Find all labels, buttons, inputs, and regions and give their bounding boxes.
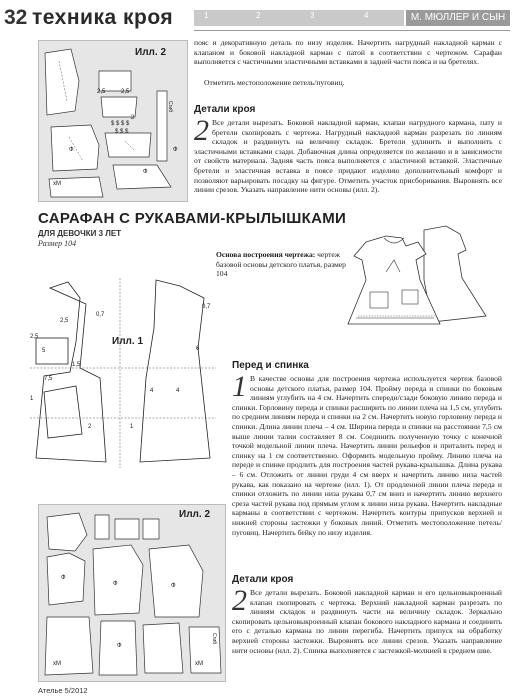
top-pattern-mark: 2,5 — [121, 89, 130, 95]
intro-paragraph: пояс и декоративную деталь по низу изделия. Начертить нагрудный накладной карман с клапаном и боковой накладной карман с патой в соответствии с чертежом. Сарафан выполняется с частичными эластичными вставками в задней части пояса и на бретелях. — [194, 38, 502, 67]
front-back-dropcap: 1 — [232, 370, 247, 403]
bottom-details-body — [232, 584, 502, 655]
basis-note-text: чертеж базовой основы детского платья, размер 104 — [216, 250, 346, 279]
bottom-details-heading: Детали кроя — [232, 574, 294, 585]
top-pattern-mark: $ $ $ — [115, 129, 129, 135]
draft-mark: 1,5 — [72, 362, 81, 368]
top-details-text: Все детали вырезать. Боковой накладной карман, клапан нагрудного кармана, пату и бретели скопировать с чертежа. Нагрудный накладной карман разрезать по линиям складок и раздвинуть на величину складок. Бретели удлинить и выполнить с эластичными вставками сзади. Добавочная длина определяется по желанию и в зависимости от свойств материала. Задняя часть пояса выполняется с эластичной вставкой. Эластичные бретели и эластичная вставка в поясе придают изделию дополнительный комфорт и позволяют варьировать посадку на фигуре. Отметить участок присборивания. Выровнять все линии срезов. Указать направление нити основы (илл. 2). — [194, 118, 502, 195]
draft-mark: 2,5 — [30, 334, 39, 340]
ruler-mark-1: 1 — [204, 11, 209, 20]
section-title: техника кроя — [32, 6, 174, 29]
bottom-pattern-drawing — [39, 505, 227, 683]
front-back-body — [232, 370, 502, 537]
draft-mark: 2 — [88, 424, 92, 430]
ruler-mark-3: 3 — [310, 11, 315, 20]
draft-mark: 5 — [42, 348, 46, 354]
article-size: Размер 104 — [38, 239, 77, 248]
basis-note-label: Основа построения чертежа: — [216, 250, 316, 259]
intro-note: Отметить местоположение петель/пуговиц. — [204, 78, 345, 87]
basis-note — [216, 250, 346, 279]
top-pattern-mark: 2,5 — [97, 89, 106, 95]
top-details-heading: Детали кроя — [194, 104, 256, 115]
bottom-details-text: Все детали вырезать. Боковой накладной карман и его цельновыкроенный клапан скопировать с чертежа. Верхний накладной карман разрезать по линиям складок и раздвинуть части на величину складок. Зеркально скопировать цельновыкроенный клапан бокового накладного кармана и соединить его с деталью кармана по линии перегиба. Начертить припуск на обработку верхней стороны застежки. Выровнять все линии срезов. Указать направление нити основы (илл. 2). Спинка выполняется с застежкой-молнией в среднем шве. — [232, 588, 502, 655]
bottom-pattern-label: Илл. 2 — [179, 509, 211, 520]
page-header — [0, 0, 516, 32]
top-pattern-mark: $ $ $ $ — [111, 121, 130, 127]
header-ruler — [194, 10, 404, 26]
top-pattern-mark: Сгиб — [167, 101, 173, 113]
front-back-draft — [20, 268, 220, 478]
top-pattern-mark: хМ — [53, 181, 61, 187]
bottom-details-dropcap: 2 — [232, 584, 247, 617]
draft-mark: 4 — [176, 388, 180, 394]
draft-mark: 1 — [130, 424, 134, 430]
header-divider — [194, 30, 510, 31]
ruler-mark-4: 4 — [364, 11, 369, 20]
bottom-pattern-illustration — [38, 504, 226, 682]
dress-sketch — [346, 220, 506, 340]
front-back-heading: Перед и спинка — [232, 360, 309, 371]
draft-mark: 1 — [30, 396, 34, 402]
top-pattern-label: Илл. 2 — [135, 47, 167, 58]
bottom-pattern-mark: Ф — [171, 583, 176, 589]
draft-mark: 7,5 — [44, 376, 53, 382]
bottom-pattern-mark: Ф — [61, 575, 66, 581]
bottom-pattern-mark: Ф — [113, 581, 118, 587]
bottom-pattern-mark: Сгиб — [211, 633, 217, 645]
bottom-pattern-mark: Ф — [117, 643, 122, 649]
draft-mark: 4 — [150, 388, 154, 394]
front-back-draft-label: Илл. 1 — [112, 336, 144, 347]
draft-mark: 6 — [196, 346, 200, 352]
ruler-mark-2: 2 — [256, 11, 261, 20]
bottom-pattern-mark: хМ — [53, 661, 61, 667]
draft-mark: 0,7 — [202, 304, 211, 310]
page-footer: Ателье 5/2012 — [38, 686, 88, 695]
top-pattern-mark: Ф — [143, 169, 148, 175]
front-back-text: В качестве основы для построения чертежа используется чертеж базовой основы детского платья, размер 104. Пройму переда и спинки по боковым линиям углубить на 4 см. Начертить спереди/сзади боковую линию переда и спинки. Горловину переда и спинки расширить по линии плеча на 1,5 см, углубить по средним линиям переда и спинки на 2 см. Начертить новую горловину переда и спинки. Длина линии плеча – 4 см. Ширина переда и спинки на расстоянии 7,5 см выше линии талии составляет 8 см. Соединить полученную точку с конечной точкой модельной линии плеча. Начертить линии рельефов и приталить перед и спинку на 1 см соответственно. Оформить модельную пройму. Линию плеча на переде и спинке продлить для построения частей рукава-крылышка. Длина рукава – 6 см. Отложить от линии груди 4 см вверх и начертить линию низа частей рукава, как показано на чертеже (илл. 1). От продленной линии плеча переда и спинки отложить по линии низа рукава 0,7 см вниз и начертить линию верхнего среза частей рукава под прямым углом к линии низа рукава. Начертить накладные карманы в соответствии с чертежом. Начертить контуры припусков верхней и нижней стороны застежки у боковых линий. Отметить местоположение петель/пуговиц. Начертить бейку по низу изделия. — [232, 374, 502, 537]
top-details-dropcap: 2 — [194, 114, 209, 147]
top-pattern-mark: Ф — [69, 147, 74, 153]
draft-mark: 2,5 — [60, 318, 69, 324]
top-pattern-mark: Ф — [173, 147, 178, 153]
brand-label: М. МЮЛЛЕР И СЫН — [406, 10, 510, 26]
top-details-body — [194, 114, 502, 195]
article-title: САРАФАН С РУКАВАМИ-КРЫЛЫШКАМИ — [38, 210, 347, 227]
draft-mark: 0,7 — [96, 312, 105, 318]
top-pattern-mark: 2 — [131, 115, 135, 121]
bottom-pattern-mark: хМ — [195, 661, 203, 667]
page-number: 32 — [4, 6, 28, 29]
article-kicker: ДЛЯ ДЕВОЧКИ 3 ЛЕТ — [38, 229, 122, 238]
top-pattern-illustration — [38, 40, 188, 202]
